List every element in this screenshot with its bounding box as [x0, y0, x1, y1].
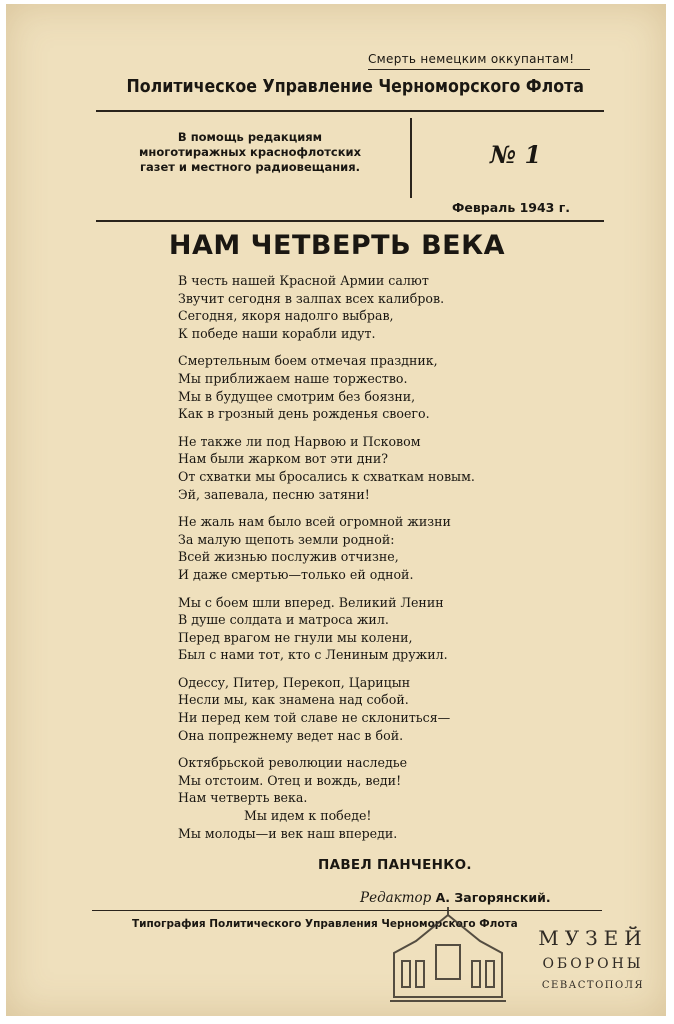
poem-line: Эй, запевала, песню затяни!	[178, 486, 370, 502]
issue-number: № 1	[490, 140, 542, 169]
poem-line: Как в грозный день рожденья своего.	[178, 406, 430, 422]
poem-line: Был с нами тот, кто с Лениным дружил.	[178, 647, 448, 663]
stanza	[178, 513, 558, 583]
poem-line: Не также ли под Нарвою и Псковом	[178, 433, 421, 449]
poem-line: Ни перед кем той славе не склониться—	[178, 710, 451, 726]
organization-title: Политическое Управление Черноморского Флота	[126, 76, 584, 97]
poem-line: И даже смертью—только ей одной.	[178, 566, 414, 582]
poem-line: За малую щепоть земли родной:	[178, 531, 395, 547]
poem-line: Она попрежнему ведет нас в бой.	[178, 727, 404, 743]
poem-line: Мы в будущее смотрим без боязни,	[178, 388, 416, 404]
poem-line: От схватки мы бросались к схваткам новым.	[178, 468, 475, 484]
watermark-line: СЕВАСТОПОЛЯ	[541, 980, 645, 991]
stanza	[178, 433, 558, 503]
poem-line: Мы идем к победе!	[244, 808, 372, 824]
poem-line: Одессу, Питер, Перекоп, Царицын	[178, 674, 411, 690]
slogan: Смерть немецким оккупантам!	[368, 52, 575, 66]
poem-title: НАМ ЧЕТВЕРТЬ ВЕКА	[168, 230, 506, 261]
poem-line: Нам четверть века.	[178, 790, 308, 806]
museum-watermark	[528, 926, 658, 991]
issue-date: Февраль 1943 г.	[452, 200, 570, 215]
editor-label: Редактор	[360, 890, 432, 906]
poem-line: Октябрьской революции наследье	[178, 755, 408, 771]
poem-line: Мы отстоим. Отец и вождь, веди!	[178, 772, 402, 788]
editor-name: А. Загорянский.	[435, 890, 551, 905]
stanza	[178, 352, 558, 422]
poem-line: Перед врагом не гнули мы колени,	[178, 629, 413, 645]
poem-line: В честь нашей Красной Армии салют	[178, 273, 429, 288]
poem-author: ПАВЕЛ ПАНЧЕНКО.	[318, 857, 472, 873]
stanza	[178, 594, 558, 664]
poem-line: В душе солдата и матроса жил.	[178, 612, 389, 628]
poem-line: Нам были жарком вот эти дни?	[178, 451, 389, 467]
printer-credit: Типография Политического Управления Черноморского Флота	[132, 918, 518, 930]
help-note	[100, 130, 400, 175]
poem-line: Смертельным боем отмечая праздник,	[178, 353, 438, 369]
slogan-underline	[368, 69, 590, 70]
poem-line: Сегодня, якоря надолго выбрав,	[178, 308, 394, 324]
help-line: газет и местного радиовещания.	[140, 160, 360, 174]
header-divider	[410, 118, 412, 198]
help-line: многотиражных краснофлотских	[138, 145, 362, 159]
watermark-line: ОБОРОНЫ	[542, 956, 644, 972]
editor-credit	[360, 890, 551, 906]
poem-line: Мы приближаем наше торжество.	[178, 370, 408, 386]
poem-body	[178, 272, 558, 852]
watermark-line: МУЗЕЙ	[538, 926, 648, 950]
poem-line: Всей жизнью послужив отчизне,	[178, 549, 399, 565]
poem-line: К победе наши корабли идут.	[178, 325, 376, 341]
help-line: В помощь редакциям	[177, 130, 323, 144]
poem-line: Мы с боем шли вперед. Великий Ленин	[178, 594, 444, 610]
poem-line: Несли мы, как знамена над собой.	[178, 692, 409, 708]
poem-line: Звучит сегодня в залпах всех калибров.	[178, 290, 445, 306]
header-bottom-rule	[96, 220, 604, 222]
stanza	[178, 272, 558, 342]
stanza	[178, 754, 558, 842]
poem-line: Не жаль нам было всей огромной жизни	[178, 514, 451, 530]
poem-line: Мы молоды—и век наш впереди.	[178, 825, 398, 841]
header-top-rule	[96, 110, 604, 112]
stanza	[178, 674, 558, 744]
